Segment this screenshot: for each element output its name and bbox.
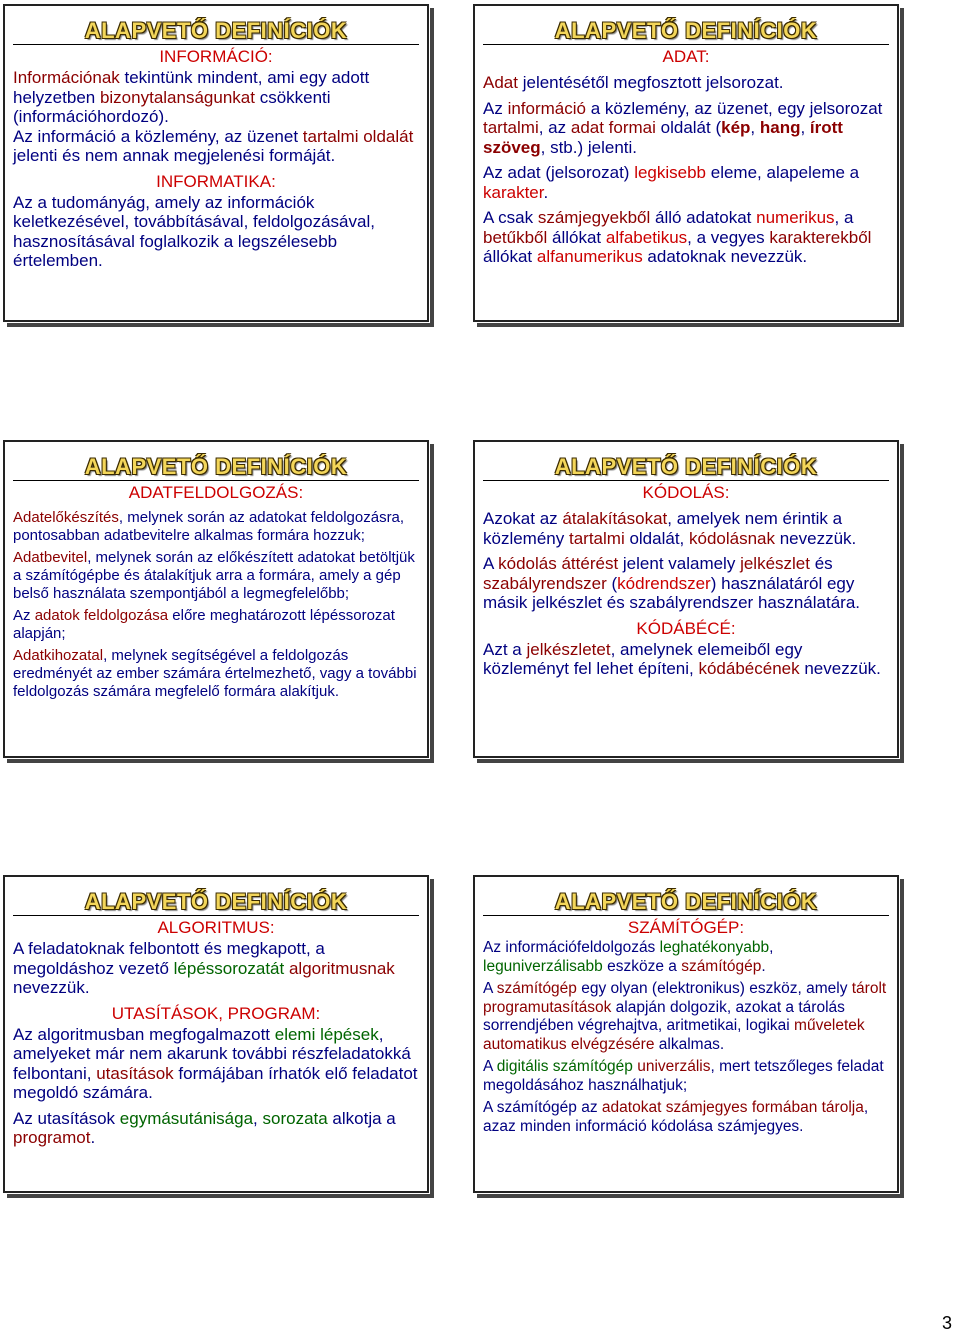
banner-rule xyxy=(13,44,419,45)
paragraph: Információnak tekintünk mindent, ami egy adott helyzetben bizonytalanságunkat csökkenti (információhordozó). xyxy=(13,68,370,126)
slide-banner: ALAPVETŐ DEFINÍCIÓK xyxy=(554,889,818,914)
subtitle-utasitasok-program: UTASÍTÁSOK, PROGRAM: xyxy=(111,1003,321,1023)
paragraph: A számítógép egy olyan (elektronikus) eszköz, amely tárolt programutasítások alapján dolgozik, azokat a tárolás sorrendjében végrehajtva, aritmetikai, logikai műveletek automatikus elvégzésére alkalmas. xyxy=(483,980,887,1053)
paragraph: Az adatok feldolgozása előre meghatározott lépéssorozat alapján; xyxy=(13,607,395,642)
paragraph: Az információ a közlemény, az üzenet tartalmi oldalát jelenti és nem annak megjelenési formáját. xyxy=(13,126,414,165)
banner-rule xyxy=(13,915,419,916)
subtitle-szamitogep: SZÁMÍTÓGÉP: xyxy=(627,918,745,937)
page-number: 3 xyxy=(941,1313,952,1333)
subtitle-adat: ADAT: xyxy=(662,47,710,66)
paragraph: A feladatoknak felbontott és megkapott, a megoldáshoz vezető lépéssorozatát algoritmusnak nevezzük. xyxy=(13,939,395,997)
slide-adat xyxy=(473,4,899,322)
slide-banner: ALAPVETŐ DEFINÍCIÓK xyxy=(84,889,348,914)
paragraph: Az utasítások egymásutánisága, sorozata alkotja a programot. xyxy=(13,1108,396,1147)
paragraph: Adatelőkészítés, melynek során az adatokat feldolgozásra, pontosabban adatbevitelre alkalmas formára hozzuk; xyxy=(13,509,405,544)
paragraph: Adatkihozatal, melynek segítségével a feldolgozás eredményét az ember számára értelmezhető, vagy a további feldolgozás számára megfelelő formára alakítjuk. xyxy=(13,647,417,700)
subtitle-algoritmus: ALGORITMUS: xyxy=(157,918,275,937)
banner-rule xyxy=(483,480,889,481)
paragraph: A kódolás áttérést jelent valamely jelkészlet és szabályrendszer (kódrendszer) használatáról egy másik jelkészlet és szabályrendszer használatára. xyxy=(483,554,861,612)
paragraph: A digitális számítógép univerzális, mert tetszőleges feladat megoldásához használhatjuk; xyxy=(483,1058,884,1094)
paragraph: Adatbevitel, melynek során az előkészített adatokat betöltjük a számítógépbe és átalakítjuk arra a formára, amely a gép belső használata szempontjából a legmegfelelőbb; xyxy=(13,549,415,602)
subtitle-kodabece: KÓDÁBÉCÉ: xyxy=(636,618,736,638)
slide-kodolas xyxy=(473,440,899,758)
paragraph: Azokat az átalakításokat, amelyek nem érintik a közlemény tartalmi oldalát, kódolásnak nevezzük. xyxy=(483,509,857,548)
slide-banner: ALAPVETŐ DEFINÍCIÓK xyxy=(84,454,348,479)
paragraph: A számítógép az adatokat számjegyes formában tárolja, azaz minden információ kódolása számjegyes. xyxy=(483,1099,869,1135)
subtitle-informatika: INFORMATIKA: xyxy=(156,171,276,191)
subtitle-informacio: INFORMÁCIÓ: xyxy=(159,47,273,66)
banner-rule xyxy=(483,44,889,45)
slide-informacio xyxy=(3,4,429,322)
slide-szamitogep xyxy=(473,875,899,1193)
banner-rule xyxy=(13,480,419,481)
paragraph: Az információ a közlemény, az üzenet, egy jelsorozat tartalmi, az adat formai oldalát (kép, hang, írott szöveg, stb.) jelenti. xyxy=(483,98,883,157)
slide-banner: ALAPVETŐ DEFINÍCIÓK xyxy=(554,18,818,43)
slide-banner: ALAPVETŐ DEFINÍCIÓK xyxy=(84,18,348,43)
subtitle-adatfeldolgozas: ADATFELDOLGOZÁS: xyxy=(128,483,304,502)
paragraph: Az adat (jelsorozat) legkisebb eleme, alapeleme a karakter. xyxy=(483,163,860,202)
banner-rule xyxy=(483,915,889,916)
paragraph: Adat jelentésétől megfosztott jelsorozat. xyxy=(483,73,784,92)
paragraph: A csak számjegyekből álló adatokat numerikus, a betűkből állókat alfabetikus, a vegyes karakterekből állókat alfanumerikus adatoknak nevezzük. xyxy=(483,208,872,266)
subtitle-kodolas: KÓDOLÁS: xyxy=(642,483,730,502)
paragraph: Az a tudományág, amely az információk keletkezésével, továbbításával, feldolgozásával, hasznosításával foglalkozik a legszélesebb értelemben. xyxy=(13,192,375,270)
paragraph: Az algoritmusban megfogalmazott elemi lépések, amelyeket már nem akarunk további részfeladatokká felbontani, utasítások formájában írhatók elő feladatot megoldó számára. xyxy=(13,1024,418,1102)
paragraph: Az információfeldolgozás leghatékonyabb, leguniverzálisabb eszköze a számítógép. xyxy=(483,939,774,975)
slide-banner: ALAPVETŐ DEFINÍCIÓK xyxy=(554,454,818,479)
slide-adatfeldolgozas xyxy=(3,440,429,758)
paragraph: Azt a jelkészletet, amelynek elemeiből egy közleményt fel lehet építeni, kódábécének nevezzük. xyxy=(483,639,881,678)
slide-algoritmus xyxy=(3,875,429,1193)
